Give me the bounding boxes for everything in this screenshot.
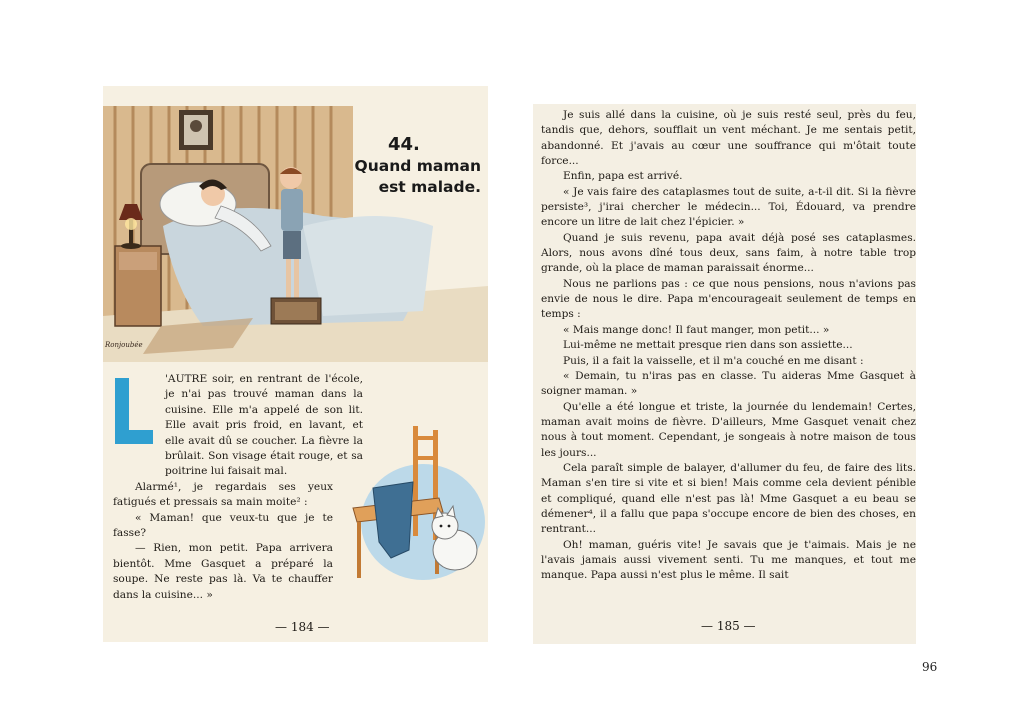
- right-paragraph-9: « Demain, tu n'iras pas en classe. Tu aideras Mme Gasquet à soigner maman. »: [541, 369, 916, 398]
- right-paragraph-7: Lui-même ne mettait presque rien dans son assiette...: [563, 339, 853, 352]
- bedroom-illustration: [103, 86, 488, 362]
- right-paragraph-5: Nous ne parlions pas : ce que nous pensions, nous n'avions pas envie de nous le dire. Papa m'encourageait seulement de temps en temps :: [541, 277, 916, 321]
- sheet-number: 96: [922, 660, 938, 674]
- right-paragraph-4: Quand je suis revenu, papa avait déjà posé ses cataplasmes. Alors, nous avons dîné tous deux, sans faim, à notre table trop grande, où la place de maman paraissait énorme...: [541, 231, 916, 275]
- right-paragraph-12: Oh! maman, guéris vite! Je savais que je t'aimais. Mais je ne l'avais jamais aussi vivement senti. Tu me manques, et tout me manque. Papa aussi n'est plus le même. Il sait: [541, 538, 916, 582]
- chair-and-cat-illustration: [343, 422, 488, 582]
- chapter-number: 44.: [388, 134, 420, 155]
- left-paragraph-3: « Maman! que veux-tu que je te fasse?: [113, 511, 333, 540]
- left-page-number: — 184 —: [275, 620, 330, 634]
- right-paragraph-11: Cela paraît simple de balayer, d'allumer du feu, de faire des lits. Maman s'en tire si vite et si bien! Mais comme cela devient pénible et compliqué, quand elle n'est pas là! Mme Gasquet a eu beau se démener⁴, il a fallu que papa s'occupe encore de bien des choses, en rentrant...: [541, 461, 916, 536]
- right-paragraph-6: « Mais mange donc! Il faut manger, mon petit... »: [563, 323, 830, 336]
- right-paragraph-10: Qu'elle a été longue et triste, la journée du lendemain! Certes, maman avait moins de fièvre. D'ailleurs, Mme Gasquet venait chez nous à tout moment. Cependant, je songeais à notre maison de tous les jours...: [541, 400, 916, 459]
- left-body-text: [113, 372, 363, 603]
- right-paragraph-8: Puis, il a fait la vaisselle, et il m'a couché en me disant :: [563, 354, 864, 367]
- chapter-title-line2: est malade.: [378, 178, 481, 196]
- right-page: [533, 104, 916, 644]
- left-page: [103, 86, 488, 642]
- left-paragraph-4: — Rien, mon petit. Papa arrivera bientôt. Mme Gasquet a préparé la soupe. Ne reste pas là. Va te chauffer dans la cuisine... »: [113, 542, 333, 601]
- right-body-text: [541, 108, 916, 584]
- chapter-title: [341, 156, 481, 198]
- right-paragraph-3: « Je vais faire des cataplasmes tout de suite, a-t-il dit. Si la fièvre persiste³, j'irai chercher le médecin... Toi, Édouard, va prendre encore un litre de lait chez l'épicier. »: [541, 185, 916, 229]
- left-paragraph-2: Alarmé¹, je regardais ses yeux fatigués et pressais sa main moite² :: [113, 480, 333, 509]
- right-paragraph-1: Je suis allé dans la cuisine, où je suis resté seul, près du feu, tandis que, dehors, soufflait un vent méchant. Je me sentais petit, abandonné. Et j'avais au cœur une souffrance qui m'ôtait toute force...: [541, 109, 916, 168]
- right-paragraph-2: Enfin, papa est arrivé.: [563, 170, 683, 183]
- chapter-title-line1: Quand maman: [354, 157, 481, 175]
- artist-signature: Ronjoubée: [105, 341, 143, 349]
- left-paragraph-1: 'AUTRE soir, en rentrant de l'école, je n'ai pas trouvé maman dans la cuisine. Elle m'a appelé de son lit. Elle avait pris froid, en lavant, et elle avait dû se coucher. La fièvre la brûlait. Son visage était rouge, et sa poitrine lui faisait mal.: [165, 373, 363, 478]
- right-page-number: — 185 —: [701, 619, 756, 633]
